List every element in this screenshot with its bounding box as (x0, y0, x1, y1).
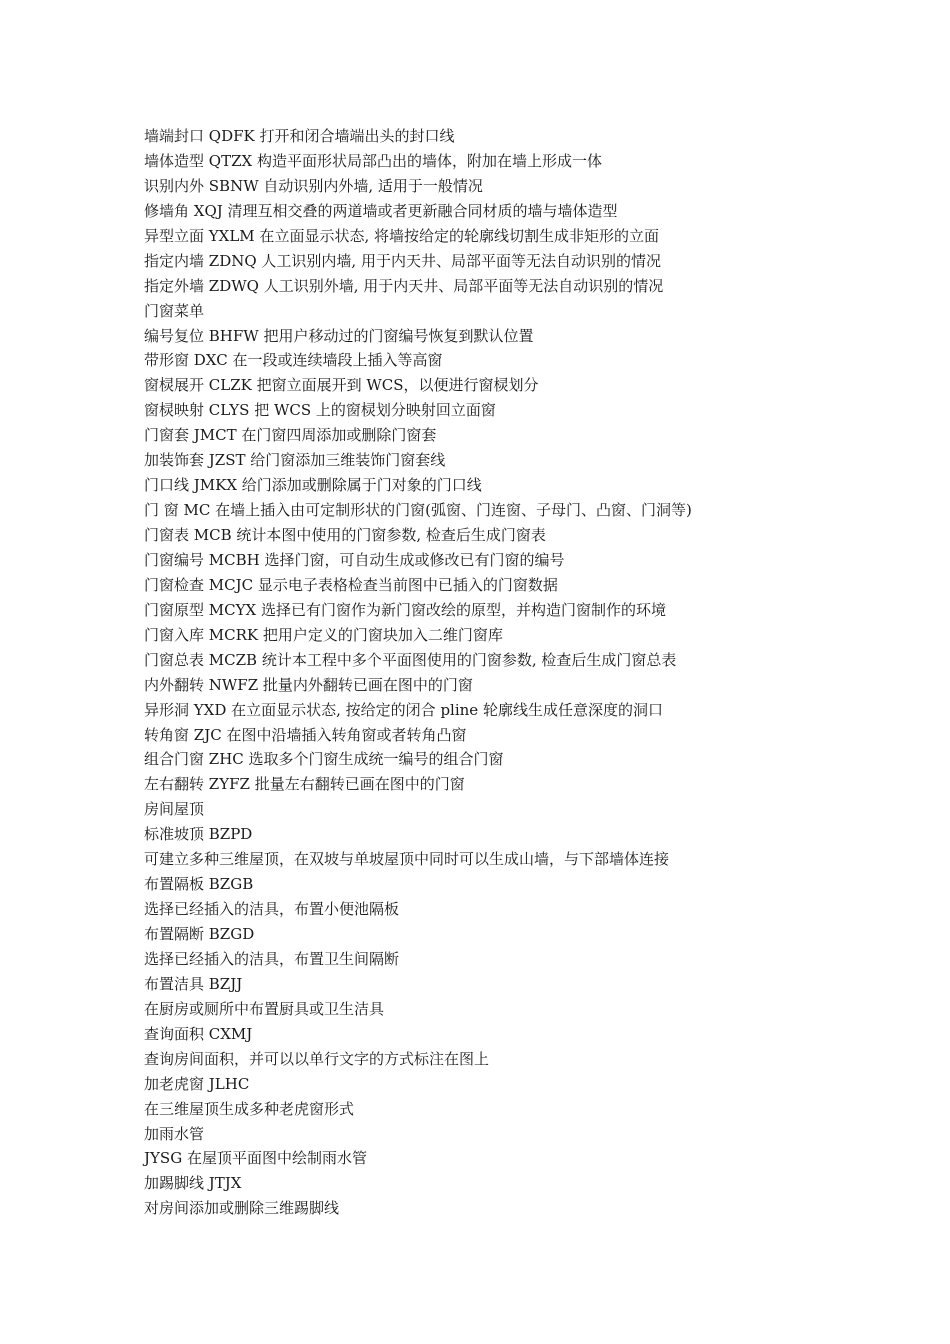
text-line: 选择已经插入的洁具，布置卫生间隔断 (144, 949, 400, 968)
text-line: 布置隔板 BZGB (144, 875, 254, 894)
text-line: 墙体造型 QTZX 构造平面形状局部凸出的墙体，附加在墙上形成一体 (144, 151, 602, 170)
text-line: 指定外墙 ZDWQ 人工识别外墙, 用于内天井、局部平面等无法自动识别的情况 (144, 276, 664, 295)
text-line: 布置隔断 BZGD (144, 925, 255, 943)
text-line: 加踢脚线 JTJX (144, 1174, 242, 1193)
text-line: 窗棂映射 CLYS 把 WCS 上的窗棂划分映射回立面窗 (144, 401, 496, 420)
text-line: 对房间添加或删除三维踢脚线 (144, 1199, 340, 1218)
text-line: 标准坡顶 BZPD (144, 825, 253, 844)
text-line: 门窗检查 MCJC 显示电子表格检查当前图中已插入的门窗数据 (144, 575, 558, 594)
text-line: 内外翻转 NWFZ 批量内外翻转已画在图中的门窗 (144, 675, 473, 694)
text-line: 门口线 JMKX 给门添加或删除属于门对象的门口线 (144, 476, 482, 495)
text-line: 门窗原型 MCYX 选择已有门窗作为新门窗改绘的原型，并构造门窗制作的环境 (144, 600, 666, 619)
text-line: 查询房间面积，并可以以单行文字的方式标注在图上 (144, 1049, 490, 1068)
text-line: 门窗编号 MCBH 选择门窗，可自动生成或修改已有门窗的编号 (144, 550, 565, 569)
text-line: 异形洞 YXD 在立面显示状态, 按给定的闭合 pline 轮廓线生成任意深度的洞口 (144, 700, 663, 719)
text-line: 左右翻转 ZYFZ 批量左右翻转已画在图中的门窗 (144, 775, 465, 794)
text-line: 加老虎窗 JLHC (144, 1074, 250, 1093)
text-line: 编号复位 BHFW 把用户移动过的门窗编号恢复到默认位置 (144, 326, 534, 345)
text-line: 门窗入库 MCRK 把用户定义的门窗块加入二维门窗库 (144, 625, 503, 644)
text-line: 可建立多种三维屋顶，在双坡与单坡屋顶中同时可以生成山墙，与下部墙体连接 (144, 850, 670, 869)
text-line: 加装饰套 JZST 给门窗添加三维装饰门窗套线 (144, 451, 446, 470)
text-line: 加雨水管 (144, 1124, 205, 1143)
text-line: 异型立面 YXLM 在立面显示状态, 将墙按给定的轮廓线切割生成非矩形的立面 (144, 226, 659, 245)
text-line: 修墙角 XQJ 清理互相交叠的两道墙或者更新融合同材质的墙与墙体造型 (144, 201, 618, 220)
text-line: JYSG 在屋顶平面图中绘制雨水管 (144, 1149, 367, 1168)
text-line: 门窗表 MCB 统计本图中使用的门窗参数, 检查后生成门窗表 (144, 526, 546, 544)
text-line: 识别内外 SBNW 自动识别内外墙, 适用于一般情况 (144, 176, 483, 195)
text-line: 转角窗 ZJC 在图中沿墙插入转角窗或者转角凸窗 (144, 725, 467, 744)
text-line: 指定内墙 ZDNQ 人工识别内墙, 用于内天井、局部平面等无法自动识别的情况 (144, 251, 661, 270)
text-line: 选择已经插入的洁具，布置小便池隔板 (144, 900, 400, 919)
text-body (144, 124, 924, 1221)
section-heading: 房间屋顶 (144, 800, 205, 819)
text-line: 组合门窗 ZHC 选取多个门窗生成统一编号的组合门窗 (144, 750, 504, 769)
text-line: 查询面积 CXMJ (144, 1024, 253, 1043)
text-line: 窗棂展开 CLZK 把窗立面展开到 WCS，以便进行窗棂划分 (144, 376, 539, 395)
text-line: 墙端封口 QDFK 打开和闭合墙端出头的封口线 (144, 127, 455, 145)
text-line: 布置洁具 BZJJ (144, 974, 243, 993)
text-line: 门窗套 JMCT 在门窗四周添加或删除门窗套 (144, 426, 437, 445)
section-heading: 门窗菜单 (144, 301, 205, 320)
text-line: 门 窗 MC 在墙上插入由可定制形状的门窗(弧窗、门连窗、子母门、凸窗、门洞等) (144, 501, 692, 520)
text-line: 在厨房或厕所中布置厨具或卫生洁具 (144, 999, 385, 1018)
text-line: 门窗总表 MCZB 统计本工程中多个平面图使用的门窗参数, 检查后生成门窗总表 (144, 650, 677, 669)
text-line: 带形窗 DXC 在一段或连续墙段上插入等高窗 (144, 351, 443, 370)
text-line: 在三维屋顶生成多种老虎窗形式 (144, 1099, 355, 1118)
